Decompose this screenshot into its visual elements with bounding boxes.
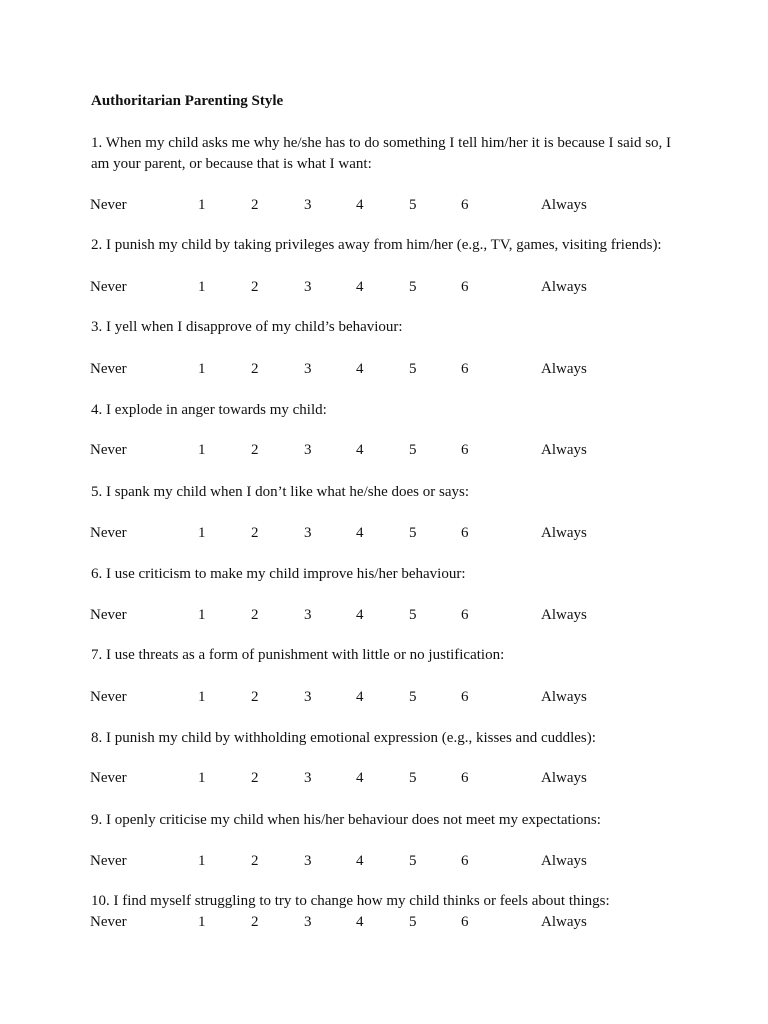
scale-option-3[interactable]: 3 — [304, 914, 312, 930]
scale-low-label: Never — [90, 689, 127, 705]
scale-option-3[interactable]: 3 — [304, 361, 312, 377]
scale-option-2[interactable]: 2 — [251, 914, 259, 930]
scale-option-5[interactable]: 5 — [409, 442, 417, 458]
page-title: Authoritarian Parenting Style — [91, 93, 284, 109]
scale-option-4[interactable]: 4 — [356, 442, 364, 458]
scale-option-2[interactable]: 2 — [251, 525, 259, 541]
scale-low-label: Never — [90, 442, 127, 458]
scale-option-1[interactable]: 1 — [198, 442, 206, 458]
scale-option-4[interactable]: 4 — [356, 607, 364, 623]
scale-low-label: Never — [90, 770, 127, 786]
scale-option-4[interactable]: 4 — [356, 525, 364, 541]
scale-option-6[interactable]: 6 — [461, 525, 469, 541]
scale-option-4[interactable]: 4 — [356, 770, 364, 786]
scale-option-4[interactable]: 4 — [356, 197, 364, 213]
scale-option-3[interactable]: 3 — [304, 853, 312, 869]
scale-option-1[interactable]: 1 — [198, 197, 206, 213]
scale-option-4[interactable]: 4 — [356, 279, 364, 295]
scale-option-2[interactable]: 2 — [251, 689, 259, 705]
scale-option-5[interactable]: 5 — [409, 525, 417, 541]
scale-option-3[interactable]: 3 — [304, 607, 312, 623]
scale-option-1[interactable]: 1 — [198, 279, 206, 295]
scale-high-label: Always — [541, 442, 587, 458]
scale-option-1[interactable]: 1 — [198, 770, 206, 786]
question-text: 3. I yell when I disapprove of my child’s behaviour: — [91, 319, 403, 335]
scale-high-label: Always — [541, 914, 587, 930]
scale-high-label: Always — [541, 689, 587, 705]
scale-option-4[interactable]: 4 — [356, 361, 364, 377]
scale-option-5[interactable]: 5 — [409, 914, 417, 930]
scale-option-4[interactable]: 4 — [356, 853, 364, 869]
scale-low-label: Never — [90, 361, 127, 377]
scale-option-1[interactable]: 1 — [198, 361, 206, 377]
scale-option-2[interactable]: 2 — [251, 279, 259, 295]
scale-high-label: Always — [541, 279, 587, 295]
question-text: 5. I spank my child when I don’t like what he/she does or says: — [91, 484, 469, 500]
scale-low-label: Never — [90, 914, 127, 930]
rating-scale — [0, 523, 768, 543]
scale-low-label: Never — [90, 197, 127, 213]
scale-option-1[interactable]: 1 — [198, 607, 206, 623]
scale-low-label: Never — [90, 525, 127, 541]
scale-low-label: Never — [90, 853, 127, 869]
scale-option-2[interactable]: 2 — [251, 770, 259, 786]
scale-high-label: Always — [541, 525, 587, 541]
scale-option-5[interactable]: 5 — [409, 361, 417, 377]
scale-option-3[interactable]: 3 — [304, 197, 312, 213]
scale-option-3[interactable]: 3 — [304, 770, 312, 786]
scale-high-label: Always — [541, 770, 587, 786]
question-text: 9. I openly criticise my child when his/her behaviour does not meet my expectations: — [91, 812, 601, 828]
question-text: 7. I use threats as a form of punishment with little or no justification: — [91, 647, 505, 663]
scale-option-6[interactable]: 6 — [461, 770, 469, 786]
scale-option-3[interactable]: 3 — [304, 442, 312, 458]
scale-option-1[interactable]: 1 — [198, 914, 206, 930]
rating-scale — [0, 912, 768, 932]
scale-option-2[interactable]: 2 — [251, 607, 259, 623]
scale-option-1[interactable]: 1 — [198, 689, 206, 705]
scale-option-5[interactable]: 5 — [409, 853, 417, 869]
scale-low-label: Never — [90, 607, 127, 623]
scale-option-2[interactable]: 2 — [251, 442, 259, 458]
scale-option-5[interactable]: 5 — [409, 770, 417, 786]
scale-option-3[interactable]: 3 — [304, 525, 312, 541]
scale-option-6[interactable]: 6 — [461, 442, 469, 458]
scale-option-6[interactable]: 6 — [461, 689, 469, 705]
scale-option-2[interactable]: 2 — [251, 361, 259, 377]
scale-option-4[interactable]: 4 — [356, 689, 364, 705]
rating-scale — [0, 605, 768, 625]
rating-scale — [0, 440, 768, 460]
scale-option-5[interactable]: 5 — [409, 689, 417, 705]
rating-scale — [0, 768, 768, 788]
scale-option-3[interactable]: 3 — [304, 689, 312, 705]
scale-high-label: Always — [541, 361, 587, 377]
scale-option-1[interactable]: 1 — [198, 853, 206, 869]
rating-scale — [0, 359, 768, 379]
scale-option-5[interactable]: 5 — [409, 607, 417, 623]
scale-option-3[interactable]: 3 — [304, 279, 312, 295]
rating-scale — [0, 277, 768, 297]
scale-option-6[interactable]: 6 — [461, 914, 469, 930]
question-text: 6. I use criticism to make my child improve his/her behaviour: — [91, 566, 466, 582]
scale-option-6[interactable]: 6 — [461, 853, 469, 869]
question-text: 10. I find myself struggling to try to change how my child thinks or feels about things: — [91, 893, 610, 909]
scale-option-6[interactable]: 6 — [461, 607, 469, 623]
rating-scale — [0, 687, 768, 707]
scale-option-1[interactable]: 1 — [198, 525, 206, 541]
scale-option-2[interactable]: 2 — [251, 853, 259, 869]
question-text: 4. I explode in anger towards my child: — [91, 402, 327, 418]
question-text: 2. I punish my child by taking privileges away from him/her (e.g., TV, games, visiting friends): — [91, 237, 662, 253]
question-text: 1. When my child asks me why he/she has to do something I tell him/her it is because I said so, I am your parent, or because that is what I want: — [91, 135, 672, 172]
scale-high-label: Always — [541, 197, 587, 213]
scale-option-6[interactable]: 6 — [461, 279, 469, 295]
rating-scale — [0, 195, 768, 215]
scale-option-5[interactable]: 5 — [409, 197, 417, 213]
rating-scale — [0, 851, 768, 871]
scale-option-5[interactable]: 5 — [409, 279, 417, 295]
scale-high-label: Always — [541, 607, 587, 623]
scale-high-label: Always — [541, 853, 587, 869]
scale-low-label: Never — [90, 279, 127, 295]
scale-option-6[interactable]: 6 — [461, 361, 469, 377]
scale-option-4[interactable]: 4 — [356, 914, 364, 930]
question-text: 8. I punish my child by withholding emotional expression (e.g., kisses and cuddles): — [91, 730, 596, 746]
scale-option-6[interactable]: 6 — [461, 197, 469, 213]
scale-option-2[interactable]: 2 — [251, 197, 259, 213]
